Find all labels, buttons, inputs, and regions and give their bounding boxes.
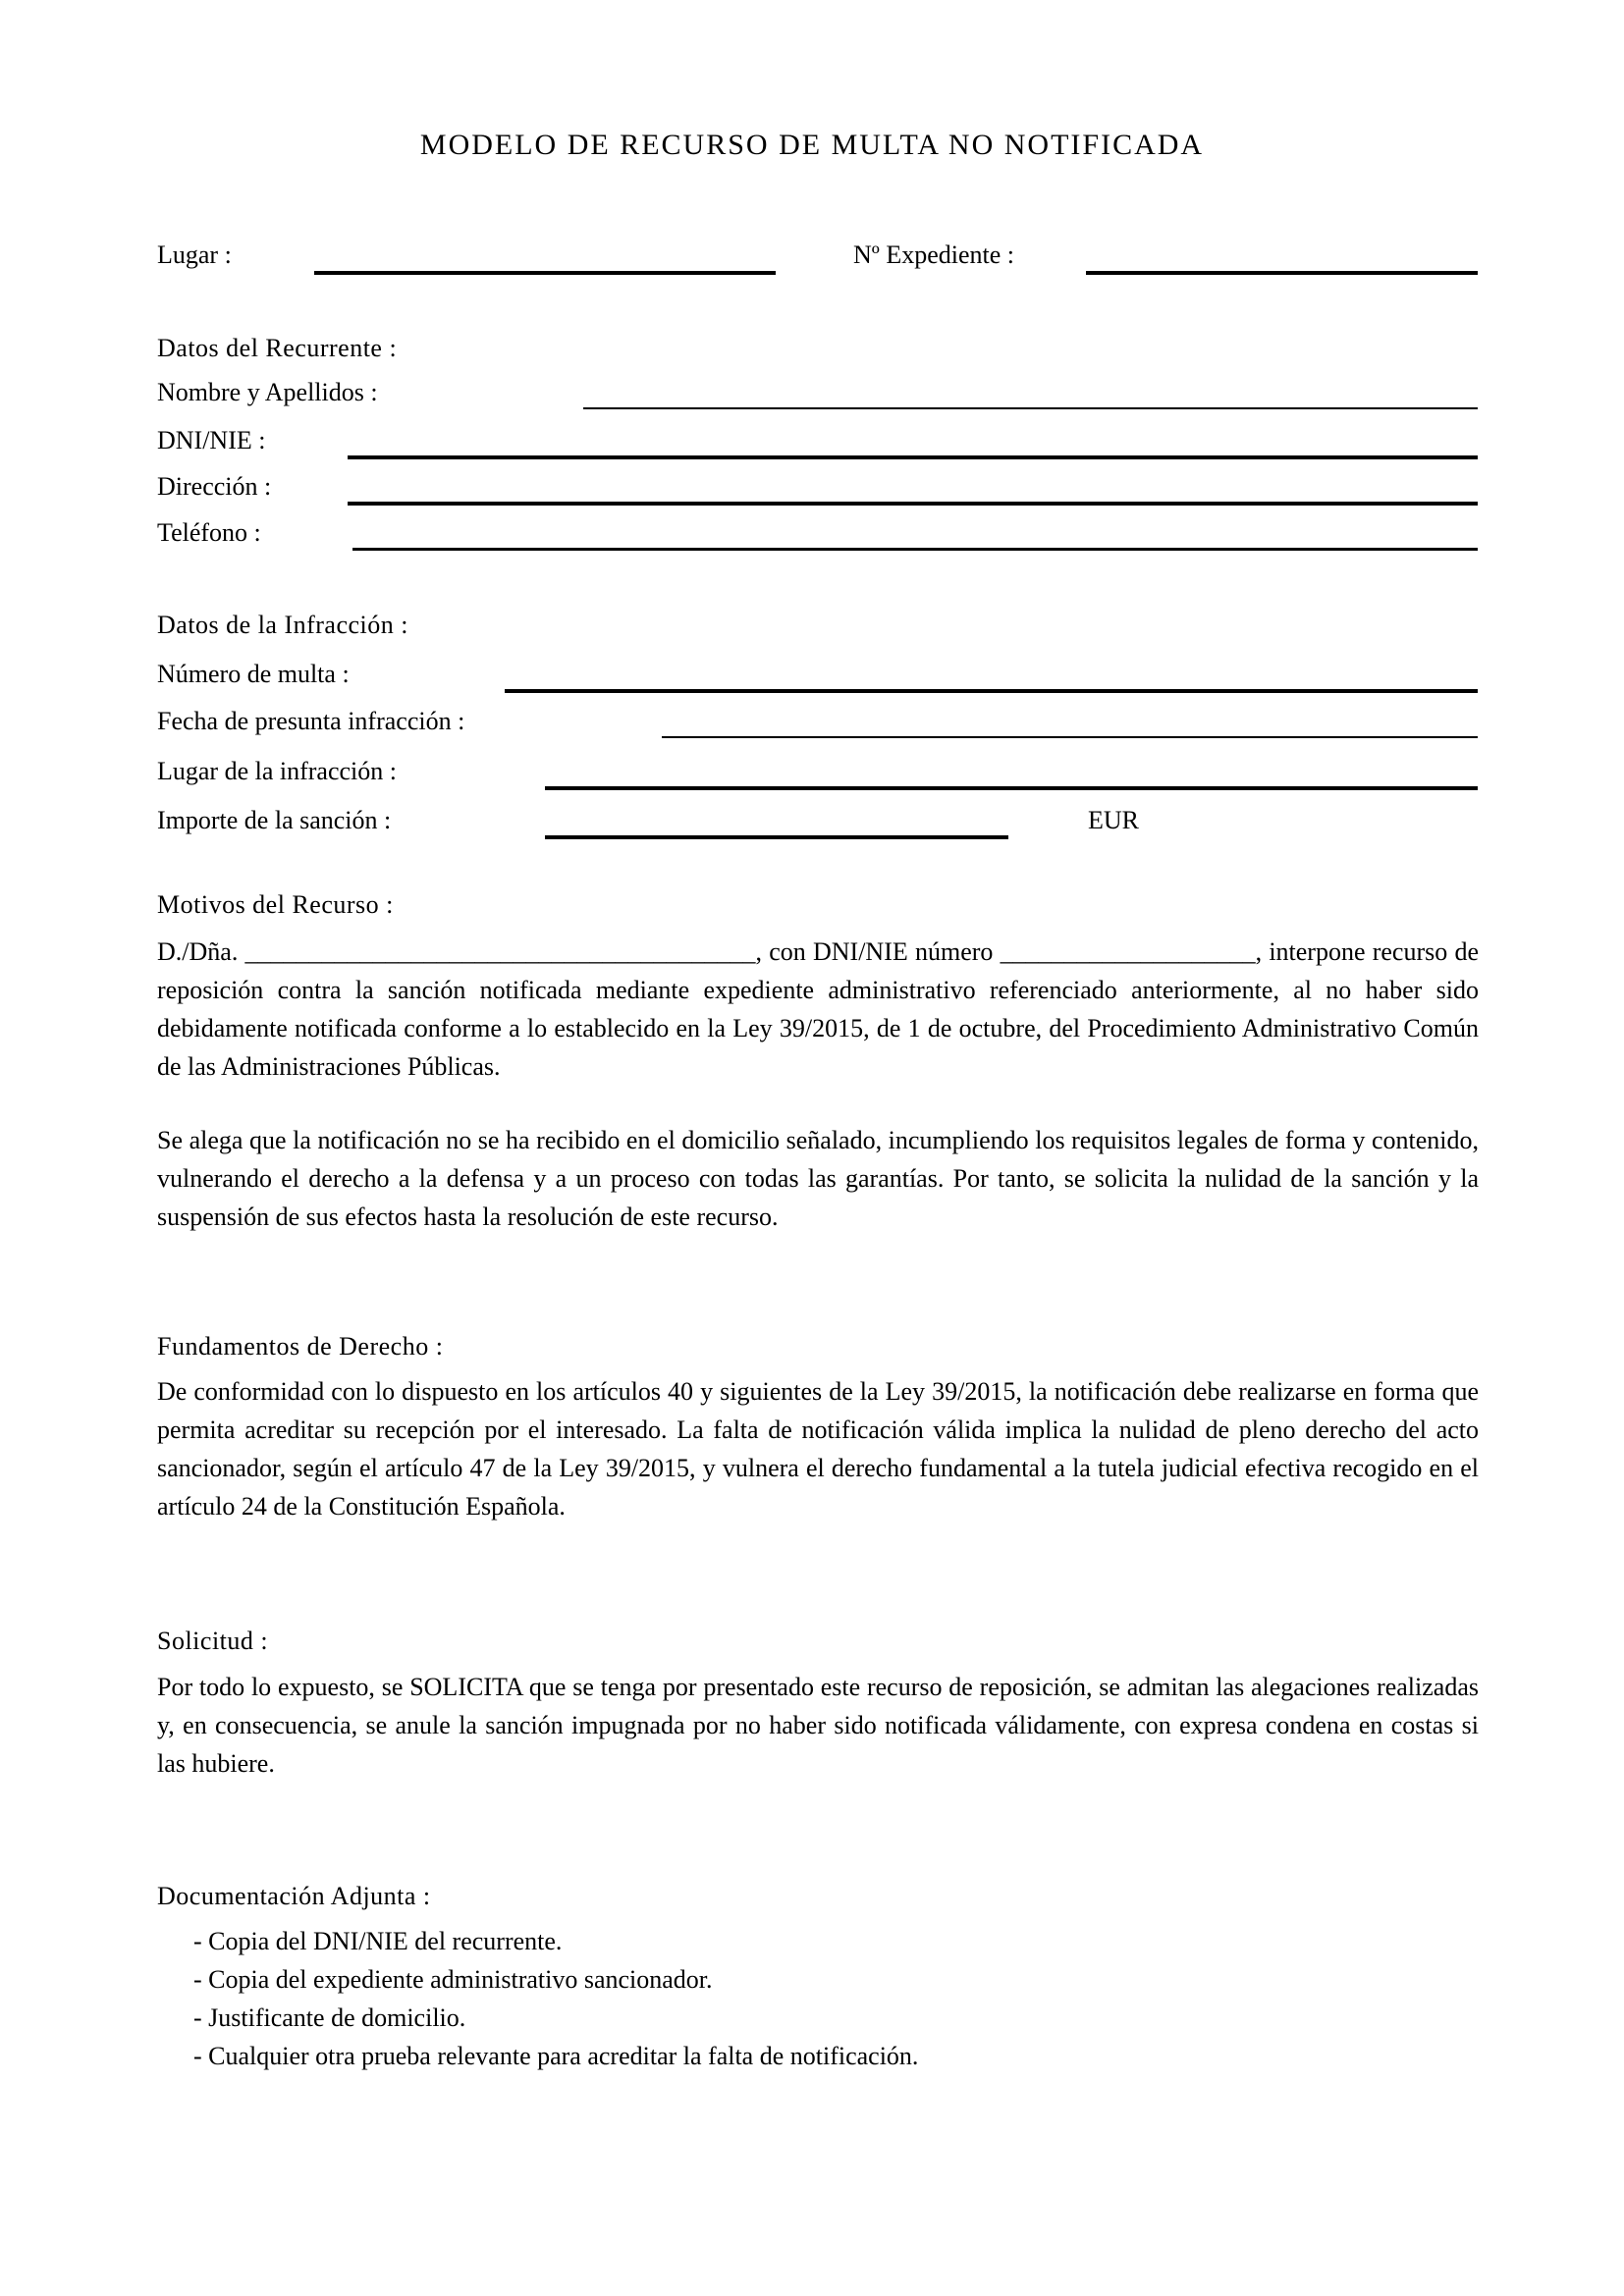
documentacion-item: - Cualquier otra prueba relevante para acreditar la falta de notificación. (193, 2042, 919, 2070)
dni-nie-label: DNI/NIE : (157, 426, 266, 454)
numero-multa-label: Número de multa : (157, 660, 350, 688)
direccion-label: Dirección : (157, 472, 272, 501)
lugar-blank-line (314, 271, 776, 275)
nombre-apellidos-label: Nombre y Apellidos : (157, 378, 378, 406)
dni-nie-blank-line (348, 455, 1478, 459)
telefono-blank-line (352, 548, 1478, 551)
nombre-apellidos-blank-line (583, 407, 1478, 409)
documentacion-item: - Copia del expediente administrativo sancionador. (193, 1965, 713, 1994)
motivos-paragraph-2: Se alega que la notificación no se ha recibido en el domicilio señalado, incumpliendo los requisitos legales de forma y contenido, vulnerando el derecho a la defensa y a un proceso con todas las garantías. Por tanto, se solicita la nulidad de la sanción y la suspensión de sus efectos hasta la resolución de este recurso. (157, 1126, 1479, 1231)
motivos-paragraph-1: D./Dña. ________________________________________, con DNI/NIE número ____________________, interpone recurso de reposición contra la sanción notificada mediante expediente administrativo referenciado anteriormente, al no haber sido debidamente notificada conforme a lo establecido en la Ley 39/2015, de 1 de octubre, del Procedimiento Administrativo Común de las Administraciones Públicas. (157, 937, 1479, 1081)
page-title: MODELO DE RECURSO DE MULTA NO NOTIFICADA (419, 129, 1205, 161)
section-heading-fundamentos: Fundamentos de Derecho : (157, 1332, 444, 1361)
section-heading-motivos: Motivos del Recurso : (157, 890, 394, 919)
currency-label: EUR (1088, 806, 1139, 834)
documentacion-list (193, 1922, 1470, 2075)
telefono-label: Teléfono : (157, 518, 261, 547)
importe-sancion-blank-line (545, 835, 1008, 839)
importe-sancion-label: Importe de la sanción : (157, 806, 392, 834)
expediente-blank-line (1086, 271, 1478, 275)
fecha-infraccion-blank-line (662, 736, 1478, 738)
expediente-label: Nº Expediente : (853, 240, 1015, 269)
documentacion-item: - Copia del DNI/NIE del recurrente. (193, 1927, 563, 1955)
lugar-infraccion-blank-line (545, 786, 1478, 790)
documentacion-item: - Justificante de domicilio. (193, 2003, 466, 2032)
fundamentos-paragraph: De conformidad con lo dispuesto en los artículos 40 y siguientes de la Ley 39/2015, la notificación debe realizarse en forma que permita acreditar su recepción por el interesado. La falta de notificación válida implica la nulidad de pleno derecho del acto sancionador, según el artículo 47 de la Ley 39/2015, y vulnera el derecho fundamental a la tutela judicial efectiva recogido en el artículo 24 de la Constitución Española. (157, 1377, 1479, 1521)
solicitud-paragraph: Por todo lo expuesto, se SOLICITA que se tenga por presentado este recurso de reposición, se admitan las alegaciones realizadas y, en consecuencia, se anule la sanción impugnada por no haber sido notificada válidamente, con expresa condena en costas si las hubiere. (157, 1673, 1479, 1778)
section-heading-documentacion: Documentación Adjunta : (157, 1882, 431, 1910)
numero-multa-blank-line (505, 689, 1478, 693)
section-heading-solicitud: Solicitud : (157, 1627, 269, 1655)
lugar-label: Lugar : (157, 240, 232, 269)
fecha-infraccion-label: Fecha de presunta infracción : (157, 707, 465, 735)
lugar-infraccion-label: Lugar de la infracción : (157, 757, 397, 785)
section-heading-recurrente: Datos del Recurrente : (157, 334, 398, 362)
direccion-blank-line (348, 502, 1478, 506)
section-heading-infraccion: Datos de la Infracción : (157, 611, 409, 639)
